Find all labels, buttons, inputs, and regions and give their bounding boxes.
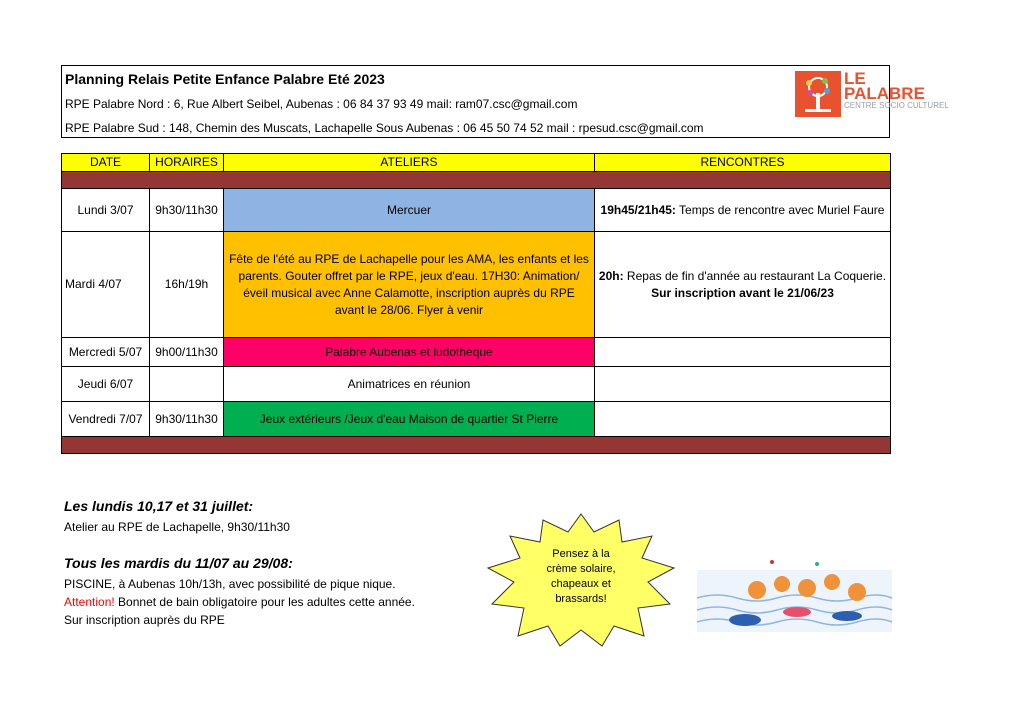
col-header-ateliers: ATELIERS — [224, 154, 595, 172]
row-rencontre — [595, 402, 891, 437]
divider-bar-bottom — [62, 437, 891, 454]
table-row — [62, 367, 891, 402]
row-atelier: Animatrices en réunion — [224, 367, 595, 402]
row-date: Jeudi 6/07 — [62, 367, 150, 402]
row-atelier: Jeux extérieurs /Jeux d'eau Maison de quartier St Pierre — [224, 402, 595, 437]
row-horaires: 9h30/11h30 — [150, 402, 224, 437]
col-header-date: DATE — [62, 154, 150, 172]
logo-text-palabre: PALABRE — [844, 84, 925, 103]
callout-line: Pensez à la — [552, 548, 610, 560]
tree-logo-icon — [795, 71, 841, 117]
lundis-heading: Les lundis 10,17 et 31 juillet: — [64, 498, 254, 514]
lundis-text: Atelier au RPE de Lachapelle, 9h30/11h30 — [64, 520, 290, 534]
callout-line: crème solaire, — [546, 563, 616, 575]
row-date: Vendredi 7/07 — [62, 402, 150, 437]
page-title: Planning Relais Petite Enfance Palabre Eté 2023 — [65, 71, 385, 87]
mardis-heading: Tous les mardis du 11/07 au 29/08: — [64, 555, 293, 571]
table-header-row — [62, 154, 891, 172]
table-row — [62, 189, 891, 232]
row-rencontre — [595, 232, 891, 338]
row-atelier: Mercuer — [224, 189, 595, 232]
row-rencontre — [595, 189, 891, 232]
row-rencontre — [595, 367, 891, 402]
rencontre-text: Temps de rencontre avec Muriel Faure — [675, 202, 885, 217]
swimming-children-illustration — [697, 550, 892, 632]
attention-text: Bonnet de bain obligatoire pour les adultes cette année. — [114, 595, 415, 609]
sun-reminder-callout — [541, 547, 621, 607]
col-header-horaires: HORAIRES — [150, 154, 224, 172]
rencontre-text: Repas de fin d'année au restaurant La Coquerie. — [623, 268, 887, 283]
row-horaires: 9h00/11h30 — [150, 338, 224, 367]
callout-line: chapeaux et — [551, 578, 611, 590]
divider-bar-top — [62, 172, 891, 189]
col-header-rencontres: RENCONTRES — [595, 154, 891, 172]
logo-text-le: LE — [844, 69, 866, 88]
row-horaires: 9h30/11h30 — [150, 189, 224, 232]
attention-line — [64, 595, 415, 609]
row-date: Mercredi 5/07 — [62, 338, 150, 367]
table-row — [62, 402, 891, 437]
row-horaires: 16h/19h — [150, 232, 224, 338]
row-horaires — [150, 367, 224, 402]
table-row — [62, 232, 891, 338]
piscine-text: PISCINE, à Aubenas 10h/13h, avec possibilité de pique nique. — [64, 577, 396, 591]
address-nord: RPE Palabre Nord : 6, Rue Albert Seibel, Aubenas : 06 84 37 93 49 mail: ram07.csc@gmail.com — [65, 97, 578, 111]
attention-label: Attention! — [64, 595, 115, 609]
header-box — [61, 65, 949, 138]
logo-text-centre: CENTRE SOCIO CULTUREL — [844, 101, 949, 110]
rencontre-inscription: Sur inscription avant le 21/06/23 — [651, 285, 834, 300]
rencontre-time: 19h45/21h45: — [600, 202, 676, 217]
row-date: Lundi 3/07 — [62, 189, 150, 232]
row-date: Mardi 4/07 — [62, 232, 150, 338]
palabre-logo — [795, 69, 949, 117]
inscription-text: Sur inscription auprès du RPE — [64, 613, 225, 627]
schedule-table — [61, 153, 891, 454]
row-atelier: Palabre Aubenas et ludothèque — [224, 338, 595, 367]
table-row — [62, 338, 891, 367]
row-atelier: Fête de l'été au RPE de Lachapelle pour les AMA, les enfants et les parents. Gouter offret par le RPE, jeux d'eau. 17H30: Animation/éveil musical avec Anne Calamotte, inscription auprès du RPE avant le 28/06. Flyer à venir — [224, 232, 595, 338]
callout-line: brassards! — [555, 593, 607, 605]
rencontre-time: 20h: — [598, 268, 624, 283]
row-rencontre — [595, 338, 891, 367]
address-sud: RPE Palabre Sud : 148, Chemin des Muscats, Lachapelle Sous Aubenas : 06 45 50 74 52 mail : rpesud.csc@gmail.com — [65, 121, 704, 135]
